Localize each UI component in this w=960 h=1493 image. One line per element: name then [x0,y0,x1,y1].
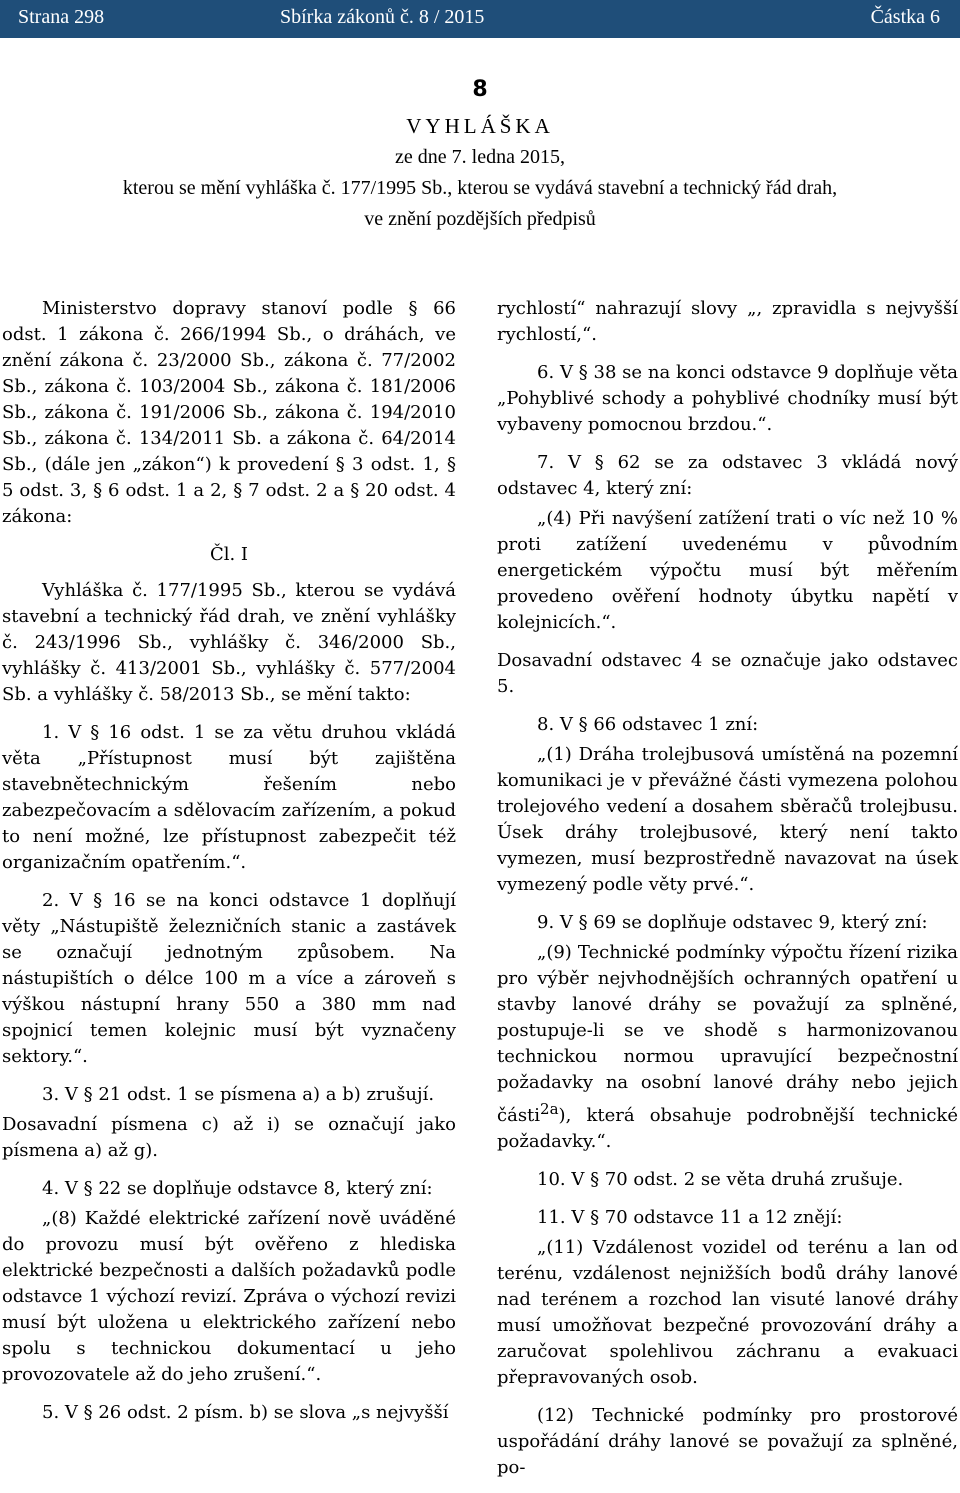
part-number: Částka 6 [870,6,940,28]
amendment-item-9-quote [497,940,958,1155]
amendment-item-7: 7. V § 62 se za odstavec 3 vkládá nový odstavec 4, který zní: [497,452,958,499]
amendment-item-6: 6. V § 38 se na konci odstavce 9 doplňuje věta „Pohyblivé schody a pohyblivé chodníky musí být vybaveny pomocnou brzdou.“. [497,362,958,435]
document-number: 8 [472,77,488,102]
amendment-item-11: 11. V § 70 odstavce 11 a 12 znějí: [537,1207,843,1228]
amendment-item-11-quote-1: „(11) Vzdálenost vozidel od terénu a lan od terénu, vzdálenost nejnižších bodů dráhy lanové nad terénem a rozchod lan visuté lanové dráhy musí umožňovat bezpečné provozování dráhy a zaručovat spolehlivou záchranu a evakuaci přepravovaných osob. [497,1237,958,1388]
amendment-item-9-quote-text: „(9) Technické podmínky výpočtu řízení rizika pro výběr nejvhodnějších ochranných opatření u stavby lanové dráhy se považují za splněné, postupuje-li se ve shodě s harmonizovanou technickou normou upravující bezpečnostní požadavky na osobní lanové dráhy nebo jejich části [497,942,958,1126]
document-subject-line-1: kterou se mění vyhláška č. 177/1995 Sb., kterou se vydává stavební a technický řád drah, [122,177,838,199]
amendment-item-8-quote: „(1) Dráha trolejbusová umístěná na pozemní komunikaci je v převážné části vymezena polohou trolejového vedení a dosahem sběračů trolejbusu. Úsek dráhy trolejbusové, který není takto vymezen, musí bezprostředně navazovat na úsek vymezený podle věty prvé.“. [497,744,958,895]
left-column [2,296,456,1438]
document-title-block [0,70,960,235]
document-date: ze dne 7. ledna 2015, [395,146,565,168]
amendment-item-1: 1. V § 16 odst. 1 se za větu druhou vkládá věta „Přístupnost musí být zajištěna stavebnětechnickým řešením nebo zabezpečovacím a sdělovacím zařízením, a pokud to není možné, lze přístupnost zabezpečit též organizačním opatřením.“. [2,722,456,873]
amendment-item-7-quote: „(4) Při navýšení zatížení trati o víc než 10 % proti zatížení uvedenému v původním energetickém výpočtu musí být měřením provedeno ověření hodnoty úbytku napětí v kolejnicích.“. [497,508,958,633]
document-subject-line-2: ve znění pozdějších předpisů [364,208,596,230]
page-number: Strana 298 [18,6,105,28]
amendment-item-3: 3. V § 21 odst. 1 se písmena a) a b) zrušují. [42,1084,435,1105]
amendment-item-10: 10. V § 70 odst. 2 se věta druhá zrušuje. [537,1169,904,1190]
amendment-item-9-quote-end: ), která obsahuje podrobnější technické požadavky.“. [497,1105,958,1152]
amendment-item-5: 5. V § 26 odst. 2 písm. b) se slova „s nejvyšší [42,1402,449,1423]
amendment-item-4: 4. V § 22 se doplňuje odstavce 8, který zní: [42,1178,433,1199]
article-heading: Čl. I [209,544,249,565]
amendment-item-7-note: Dosavadní odstavec 4 se označuje jako odstavec 5. [497,650,958,697]
amendment-item-2: 2. V § 16 se na konci odstavce 1 doplňují věty „Nástupiště železničních stanic a zastávek se označují jednotným způsobem. Na nástupištích o délce 100 m a více a zároveň s výškou nástupní hrany 550 a 380 mm nad spojnicí temen kolejnic musí být vyznačeny sektory.“. [2,890,456,1067]
amendment-item-3-note: Dosavadní písmena c) až i) se označují jako písmena a) až g). [2,1114,456,1161]
page-header [0,0,960,38]
amendment-item-5-continued: rychlostí“ nahrazují slovy „, zpravidla s nejvyšší rychlostí,“. [497,298,958,345]
right-column [497,296,958,1493]
amendment-item-11-quote-2: (12) Technické podmínky pro prostorové uspořádání dráhy lanové se považují za splněné, po- [497,1405,958,1478]
amendment-item-4-quote: „(8) Každé elektrické zařízení nově uváděné do provozu musí být ověřeno z hlediska elektrické bezpečnosti a dalších požadavků podle odstavce 1 výchozí revizí. Zpráva o výchozí revizi musí být uložena u elektrického zařízení nebo spolu s technickou dokumentací u jeho provozovatele až do jeho zrušení.“. [2,1208,456,1385]
preamble: Ministerstvo dopravy stanoví podle § 66 odst. 1 zákona č. 266/1994 Sb., o dráhách, ve znění zákona č. 23/2000 Sb., zákona č. 77/2002 Sb., zákona č. 103/2004 Sb., zákona č. 181/2006 Sb., zákona č. 191/2006 Sb., zákona č. 194/2010 Sb., zákona č. 134/2011 Sb. a zákona č. 64/2014 Sb., (dále jen „zákon“) k provedení § 3 odst. 1, § 5 odst. 3, § 6 odst. 1 a 2, § 7 odst. 2 a § 20 odst. 4 zákona: [2,298,456,527]
document-type: VYHLÁŠKA [406,114,554,138]
amendment-item-8: 8. V § 66 odstavec 1 zní: [537,714,759,735]
footnote-reference: 2a [540,1100,559,1118]
article-intro: Vyhláška č. 177/1995 Sb., kterou se vydává stavební a technický řád drah, ve znění vyhlášky č. 243/1996 Sb., vyhlášky č. 346/2000 Sb., vyhlášky č. 413/2001 Sb., vyhlášky č. 577/2004 Sb. a vyhlášky č. 58/2013 Sb., se mění takto: [2,580,456,705]
collection-title: Sbírka zákonů č. 8 / 2015 [280,6,485,28]
amendment-item-9: 9. V § 69 se doplňuje odstavec 9, který zní: [537,912,928,933]
